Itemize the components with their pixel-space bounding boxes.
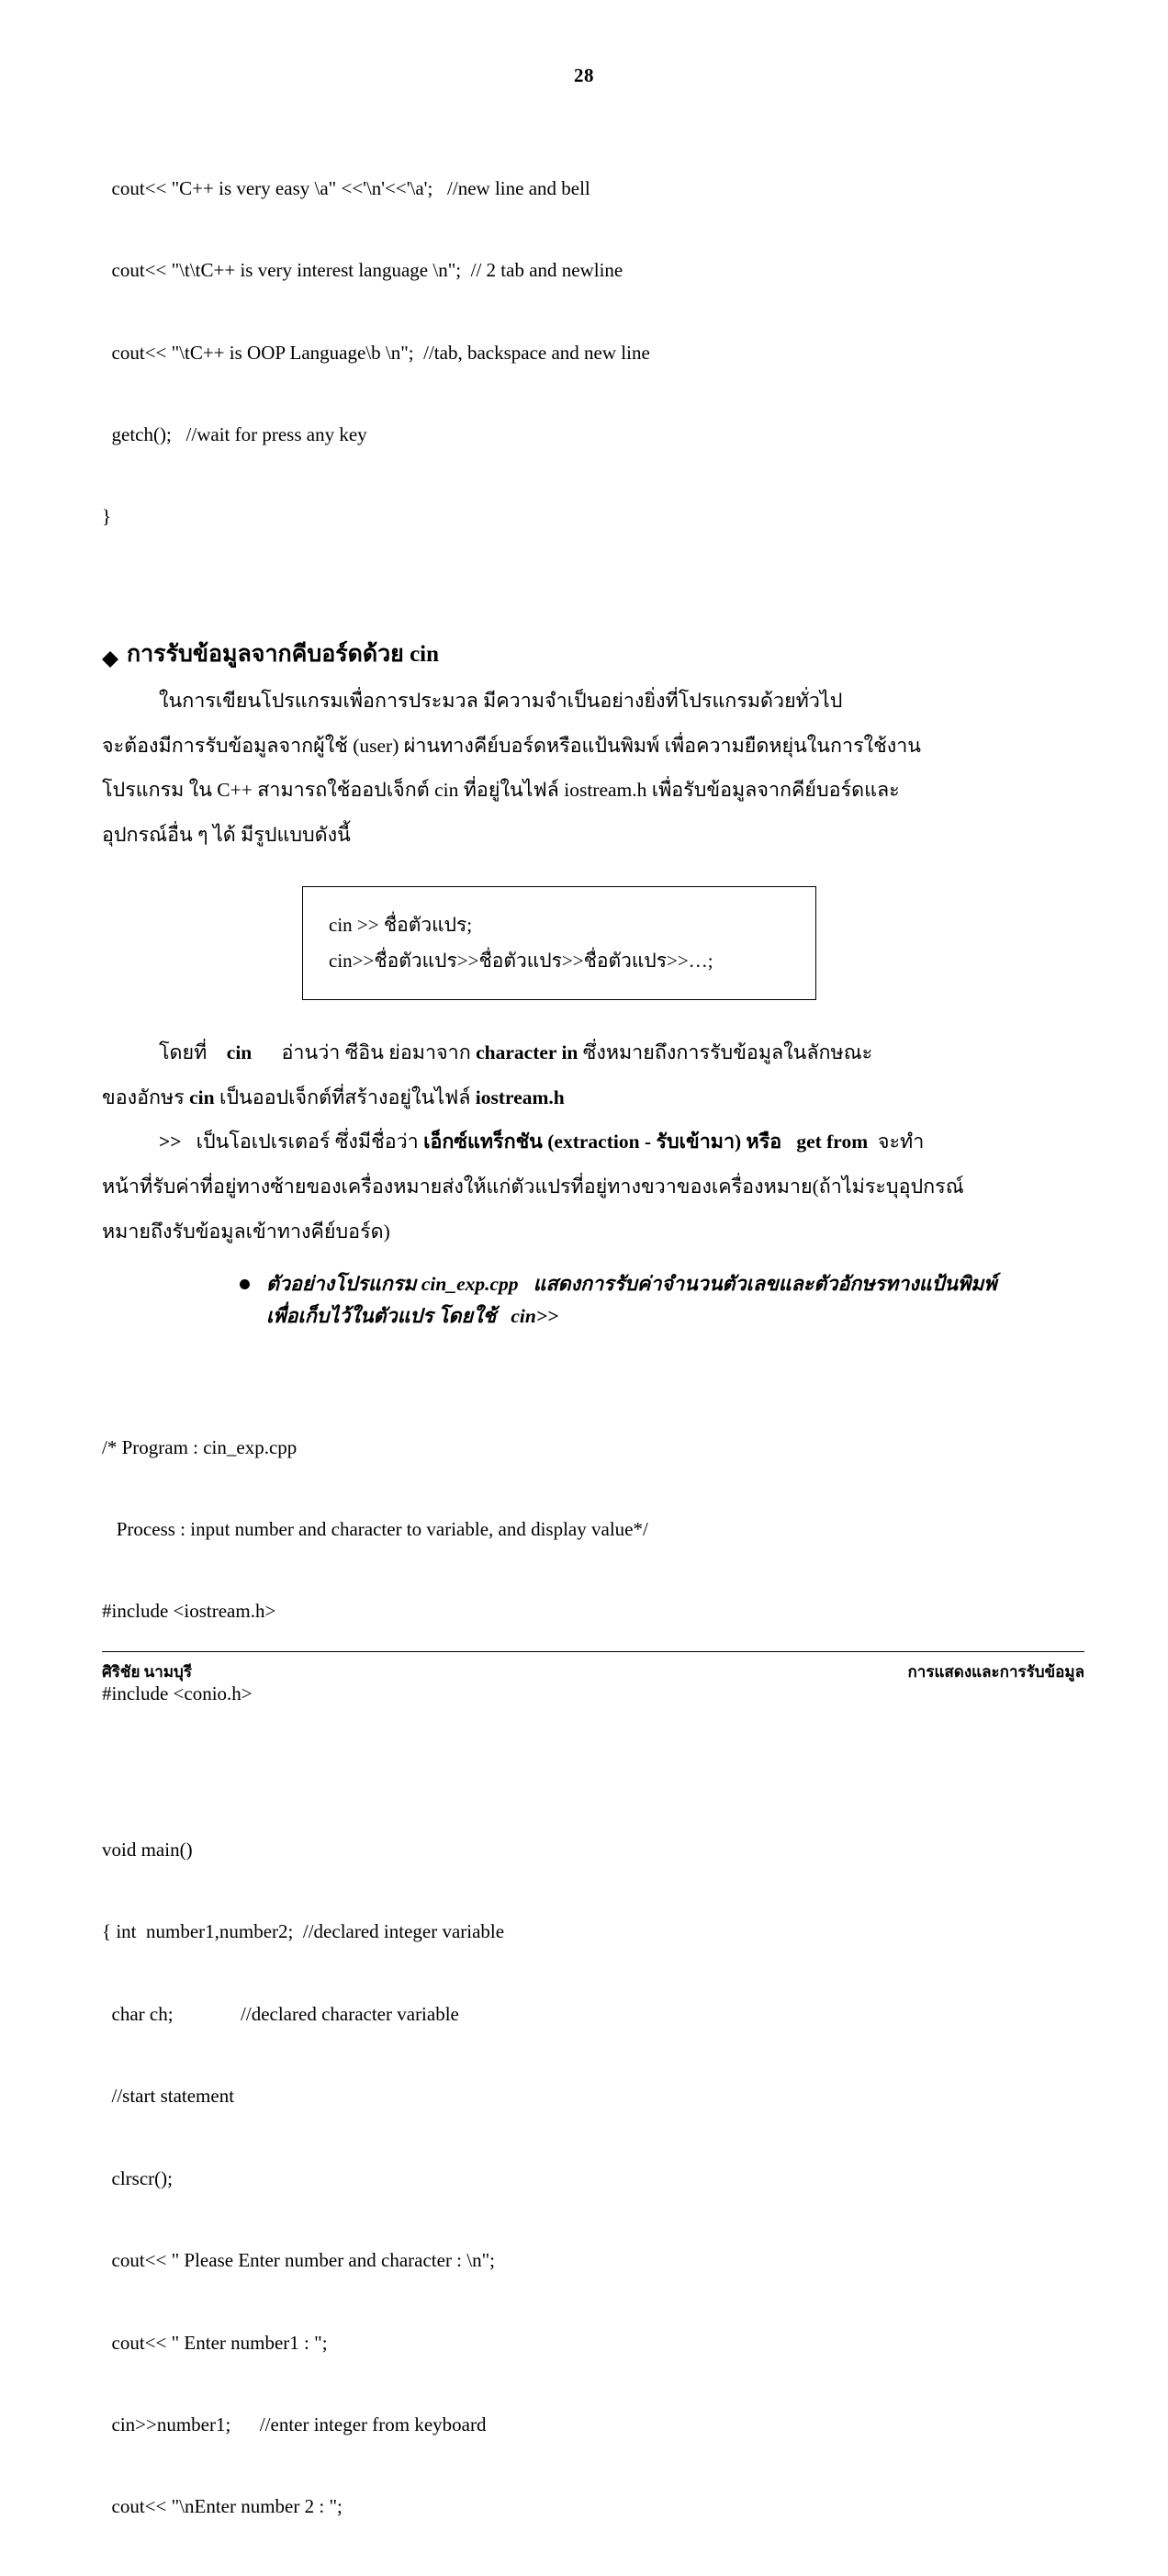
code-line: cout<< " Please Enter number and character : \n"; — [102, 2249, 496, 2272]
extraction-term: เอ็กซ์แทร็กชัน (extraction - รับเข้ามา) หรือ — [423, 1131, 782, 1153]
code-line: cout<< "\nEnter number 2 : "; — [102, 2495, 343, 2518]
example-desc: แสดงการรับค่าจำนวนตัวเลขและตัวอักษรทางแป้นพิมพ์ — [533, 1272, 997, 1295]
syntax-box — [302, 886, 816, 1000]
intro-paragraph-line-3: โปรแกรม ใน C++ สามารถใช้ออปเจ็กต์ cin ที่อยู่ในไฟล์ iostream.h เพื่อรับข้อมูลจากคีย์บอร์ดและ — [102, 779, 900, 802]
top-code-block — [102, 120, 1084, 586]
code-line: cout<< "\tC++ is OOP Language\b \n"; //tab, backspace and new line — [102, 341, 650, 364]
page-content — [84, 120, 1084, 2576]
example-bullet-text — [266, 1268, 997, 1333]
operator-paragraph-line-2: หน้าที่รับค่าที่อยู่ทางซ้ายของเครื่องหมายส่งให้แก่ตัวแปรที่อยู่ทางขวาของเครื่องหมาย(ถ้าไม่ระบุอุปกรณ์ — [102, 1176, 964, 1198]
code-line: char ch; //declared character variable — [102, 2002, 459, 2025]
explanation-mid: อ่านว่า ซีอิน ย่อมาจาก — [281, 1041, 471, 1063]
explanation-line-2 — [102, 1082, 1084, 1114]
operator-paragraph-line-1 — [102, 1126, 1084, 1158]
bullet-dot-icon — [240, 1279, 250, 1289]
example-operator: cin>> — [511, 1305, 559, 1328]
example-filename: cin_exp.cpp — [421, 1272, 519, 1295]
code-line: clrscr(); — [102, 2166, 173, 2189]
footer-chapter-title: การแสดงและการรับข้อมูล — [907, 1663, 1084, 1681]
example-bullet-item — [240, 1268, 1084, 1333]
explanation-line2-b: เป็นออปเจ็กต์ที่สร้างอยู่ในไฟล์ — [219, 1086, 471, 1108]
explanation-post: ซึ่งหมายถึงการรับข้อมูลในลักษณะ — [582, 1041, 873, 1063]
code-blank-line — [102, 1762, 1084, 1782]
page-number: 28 — [574, 64, 594, 86]
explanation-line2-a: ของอักษร — [102, 1086, 185, 1108]
code-line: cout<< " Enter number1 : "; — [102, 2331, 328, 2354]
example-label: ตัวอย่างโปรแกรม — [266, 1272, 417, 1295]
document-page — [0, 64, 1168, 2518]
intro-paragraph-line-1: ในการเขียนโปรแกรมเพื่อการประมวล มีความจำเป็นอย่างยิ่งที่โปรแกรมด้วยทั่วไป — [159, 689, 843, 712]
operator-paragraph-line-3: หมายถึงรับข้อมูลเข้าทางคีย์บอร์ด) — [102, 1221, 390, 1243]
example-desc-line2: เพื่อเก็บไว้ในตัวแปร โดยใช้ — [266, 1305, 497, 1328]
get-from-term: get from — [796, 1131, 869, 1153]
section-heading — [102, 636, 1084, 672]
section-heading-text: การรับข้อมูลจากคีบอร์ดด้วย cin — [127, 641, 440, 667]
syntax-line-1: cin >> ชื่อตัวแปร; — [329, 914, 473, 937]
footer-row — [102, 1659, 1084, 1684]
code-line: //start statement — [102, 2085, 235, 2108]
page-footer — [84, 1651, 1084, 1684]
cin-keyword: cin — [226, 1041, 253, 1063]
operator-desc-a: เป็นโอเปเรเตอร์ ซึ่งมีชื่อว่า — [196, 1131, 419, 1153]
code-line: Process : input number and character to variable, and display value*/ — [102, 1517, 648, 1540]
code-line: getch(); //wait for press any key — [102, 422, 367, 445]
code-line: } — [102, 505, 112, 528]
code-line: void main() — [102, 1838, 193, 1861]
explanation-label: โดยที่ — [159, 1041, 208, 1063]
syntax-line-2: cin>>ชื่อตัวแปร>>ชื่อตัวแปร>>ชื่อตัวแปร>>…; — [329, 949, 713, 972]
code-line: #include <conio.h> — [102, 1682, 253, 1704]
iostream-header-name: iostream.h — [475, 1086, 565, 1108]
character-in-keyword: character in — [476, 1041, 578, 1063]
explanation-line-1 — [102, 1037, 1084, 1069]
code-line: #include <iostream.h> — [102, 1600, 276, 1623]
operator-desc-b: จะทำ — [877, 1131, 925, 1153]
extraction-operator-symbol: >> — [159, 1131, 182, 1153]
program-listing — [102, 1379, 1084, 2576]
intro-paragraph-line-4: อุปกรณ์อื่น ๆ ได้ มีรูปแบบดังนี้ — [102, 824, 351, 847]
footer-author: ศิริชัย นามบุรี — [102, 1663, 192, 1681]
code-line: cout<< "C++ is very easy \a" <<'\n'<<'\a'; //new line and bell — [102, 176, 590, 199]
footer-divider — [102, 1651, 1084, 1652]
code-line: /* Program : cin_exp.cpp — [102, 1435, 298, 1458]
code-line: { int number1,number2; //declared integer variable — [102, 1920, 505, 1943]
intro-paragraph-line-2: จะต้องมีการรับข้อมูลจากผู้ใช้ (user) ผ่านทางคีย์บอร์ดหรือแป้นพิมพ์ เพื่อความยืดหยุ่นในการใช้งาน — [102, 734, 921, 757]
code-line: cout<< "\t\tC++ is very interest language \n"; // 2 tab and newline — [102, 259, 623, 282]
cin-keyword-2: cin — [189, 1086, 215, 1108]
diamond-bullet-icon — [102, 643, 118, 659]
code-line: cin>>number1; //enter integer from keyboard — [102, 2413, 487, 2435]
